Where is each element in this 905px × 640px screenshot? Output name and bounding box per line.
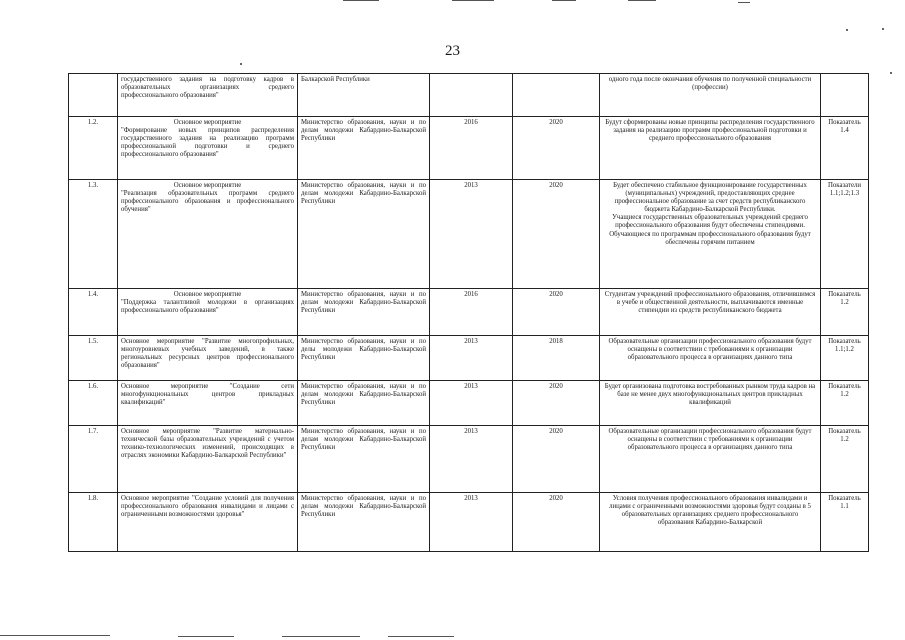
end-year-cell: 2020 (513, 180, 600, 289)
scan-speck-3 (240, 63, 242, 65)
activity-lead: Основное мероприятие (173, 182, 242, 189)
indicator-cell: Показатель 1.2 (821, 289, 869, 336)
activity-text: "Реализация образовательных программ среднего профессионального образования и профессионального обучения" (121, 190, 294, 214)
activity-cell (118, 493, 298, 552)
row-number-cell (69, 74, 118, 117)
scan-artifact-bottom-3 (282, 636, 360, 637)
result-paragraph: Будут сформированы новые принципы распределения государственного задания на реализацию программ профессиональной подготовки и среднего профессионального образования (605, 119, 815, 143)
row-number-cell: 1.4. (69, 289, 118, 336)
expected-result-cell (600, 74, 821, 117)
table-row (69, 180, 869, 289)
scan-artifact-bottom-2 (178, 636, 234, 637)
end-year-cell: 2020 (513, 493, 600, 552)
expected-result-cell (600, 381, 821, 426)
executor-cell: Министерство образования, науки и по делам молодежи Кабардино-Балкарской Республики (298, 426, 430, 493)
activity-text: "Поддержка талантливой молодежи в организациях профессионального образования" (121, 299, 294, 315)
result-paragraph: Будет обеспечено стабильное функционирование государственных (муниципальных) учреждений, предоставляющих среднее профессиональное образование за счет средств республиканского бюджета Кабардино-Балкарской Республики. (613, 182, 807, 214)
row-number-cell: 1.8. (69, 493, 118, 552)
end-year-cell: 2020 (513, 381, 600, 426)
indicator-cell: Показатель 1.2 (821, 381, 869, 426)
scan-speck-4 (890, 72, 892, 74)
table-row (69, 426, 869, 493)
activity-cell (118, 74, 298, 117)
result-paragraph: Условия получения профессионального образования инвалидами и лицами с ограниченными возможностями здоровья будут созданы в 5 образовательных организациях среднего профессионального образования Кабардино-Балкарской (609, 495, 811, 527)
activity-text: Основное мероприятие "Создание условий для получения профессионального образования инвалидами и лицами с ограниченными возможностями здоровья" (121, 495, 294, 519)
scan-artifact-top-4 (628, 0, 656, 1)
activity-text: государственного задания на подготовку кадров в образовательных организациях среднего профессионального образования" (121, 76, 294, 100)
scan-speck-1 (846, 29, 848, 31)
executor-cell: Балкарской Республики (298, 74, 430, 117)
executor-cell: Министерство образования, науки и по делам молодежи Кабардино-Балкарской Республики (298, 381, 430, 426)
activity-cell (118, 381, 298, 426)
indicator-cell: Показатель 1.1 (821, 493, 869, 552)
table-row (69, 74, 869, 117)
activity-lead: Основное мероприятие (173, 291, 242, 298)
scan-artifact-top-1 (343, 0, 379, 1)
scan-speck-2 (882, 28, 884, 30)
result-paragraph: Образовательные организации профессионального образования будут оснащены в соответствии с требованиями к организации образовательного процесса в организациях данного типа (608, 428, 812, 452)
indicator-cell: Показатель 1.4 (821, 117, 869, 180)
row-number-cell: 1.2. (69, 117, 118, 180)
end-year-cell: 2020 (513, 117, 600, 180)
expected-result-cell (600, 289, 821, 336)
scan-artifact-top-5 (738, 2, 750, 3)
result-paragraph: Будет организована подготовка востребованных рынком труда кадров на базе не менее двух многофункциональных центров прикладных квалификаций (604, 383, 816, 407)
expected-result-cell (600, 180, 821, 289)
table-row (69, 289, 869, 336)
start-year-cell: 2013 (430, 381, 513, 426)
result-paragraph: Учащиеся государственных образовательных учреждений среднего профессионального образования будут обеспечены стипендиями. Обучающиеся по программам профессионального образования будут обеспечены горячим питанием (609, 214, 811, 246)
activity-text: Основное мероприятие "Развитие многопрофильных, многоуровневых учебных заведений, в также региональных ресурсных центров профессионального образования" (121, 338, 294, 370)
start-year-cell: 2013 (430, 493, 513, 552)
start-year-cell: 2013 (430, 180, 513, 289)
executor-cell: Министерство образования, науки и по делам молодежи Кабардино-Балкарской Республики (298, 117, 430, 180)
activities-table (68, 73, 869, 552)
executor-cell: Министерство образования, науки и по делам молодежи Кабардино-Балкарской Республики (298, 289, 430, 336)
table-row (69, 381, 869, 426)
result-paragraph: одного года после окончания обучения по полученной специальности (профессии) (608, 76, 812, 92)
table-row (69, 117, 869, 180)
scan-artifact-bottom-1 (0, 635, 110, 636)
activity-cell (118, 336, 298, 381)
start-year-cell (430, 74, 513, 117)
result-paragraph: Образовательные организации профессионального образования будут оснащены в соответствии с требованиями к организации образовательного процесса в организациях данного типа (608, 338, 812, 362)
expected-result-cell (600, 336, 821, 381)
table-row (69, 336, 869, 381)
scan-artifact-top-2 (452, 0, 494, 1)
indicator-cell (821, 74, 869, 117)
end-year-cell: 2020 (513, 289, 600, 336)
start-year-cell: 2013 (430, 336, 513, 381)
expected-result-cell (600, 426, 821, 493)
row-number-cell: 1.5. (69, 336, 118, 381)
expected-result-cell (600, 117, 821, 180)
activity-text: "Формирование новых принципов распределения государственного задания на реализацию программ профессиональной подготовки и среднего профессионального образования" (121, 127, 294, 159)
activity-cell (118, 117, 298, 180)
end-year-cell: 2018 (513, 336, 600, 381)
start-year-cell: 2016 (430, 117, 513, 180)
table-row (69, 493, 869, 552)
activity-text: Основное мероприятие "Создание сети многофункциональных центров прикладных квалификаций" (121, 383, 294, 407)
indicator-cell: Показатель 1.1;1.2 (821, 336, 869, 381)
end-year-cell: 2020 (513, 426, 600, 493)
expected-result-cell (600, 493, 821, 552)
scan-artifact-top-3 (552, 0, 576, 1)
indicator-cell: Показатель 1.2 (821, 426, 869, 493)
start-year-cell: 2016 (430, 289, 513, 336)
row-number-cell: 1.3. (69, 180, 118, 289)
activity-lead: Основное мероприятие (173, 119, 242, 126)
scan-artifact-bottom-4 (388, 636, 454, 637)
indicator-cell: Показатели 1.1;1.2;1.3 (821, 180, 869, 289)
result-paragraph: Студентам учреждений профессионального образования, отличившимся в учебе и общественной деятельности, выплачиваются именные стипендии из средств республиканского бюджета (604, 291, 816, 315)
executor-cell: Министерство образования, науки и по делам молодежи Кабардино-Балкарской Республики (298, 180, 430, 289)
row-number-cell: 1.6. (69, 381, 118, 426)
page-number: 23 (445, 43, 460, 59)
activity-text: Основное мероприятие "Развитие материально-технической базы образовательных учреждений с учетом технико-технологических изменений, происходящих в отраслях экономики Кабардино-Балкарской Республики" (121, 428, 294, 460)
end-year-cell (513, 74, 600, 117)
activity-cell (118, 289, 298, 336)
executor-cell: Министерство образования, науки и по делам молодежи Кабардино-Балкарской Республики (298, 493, 430, 552)
executor-cell: Министерство образования, науки и по делы молодежи Кабардино-Балкарской Республики (298, 336, 430, 381)
activity-cell (118, 426, 298, 493)
activity-cell (118, 180, 298, 289)
row-number-cell: 1.7. (69, 426, 118, 493)
start-year-cell: 2013 (430, 426, 513, 493)
